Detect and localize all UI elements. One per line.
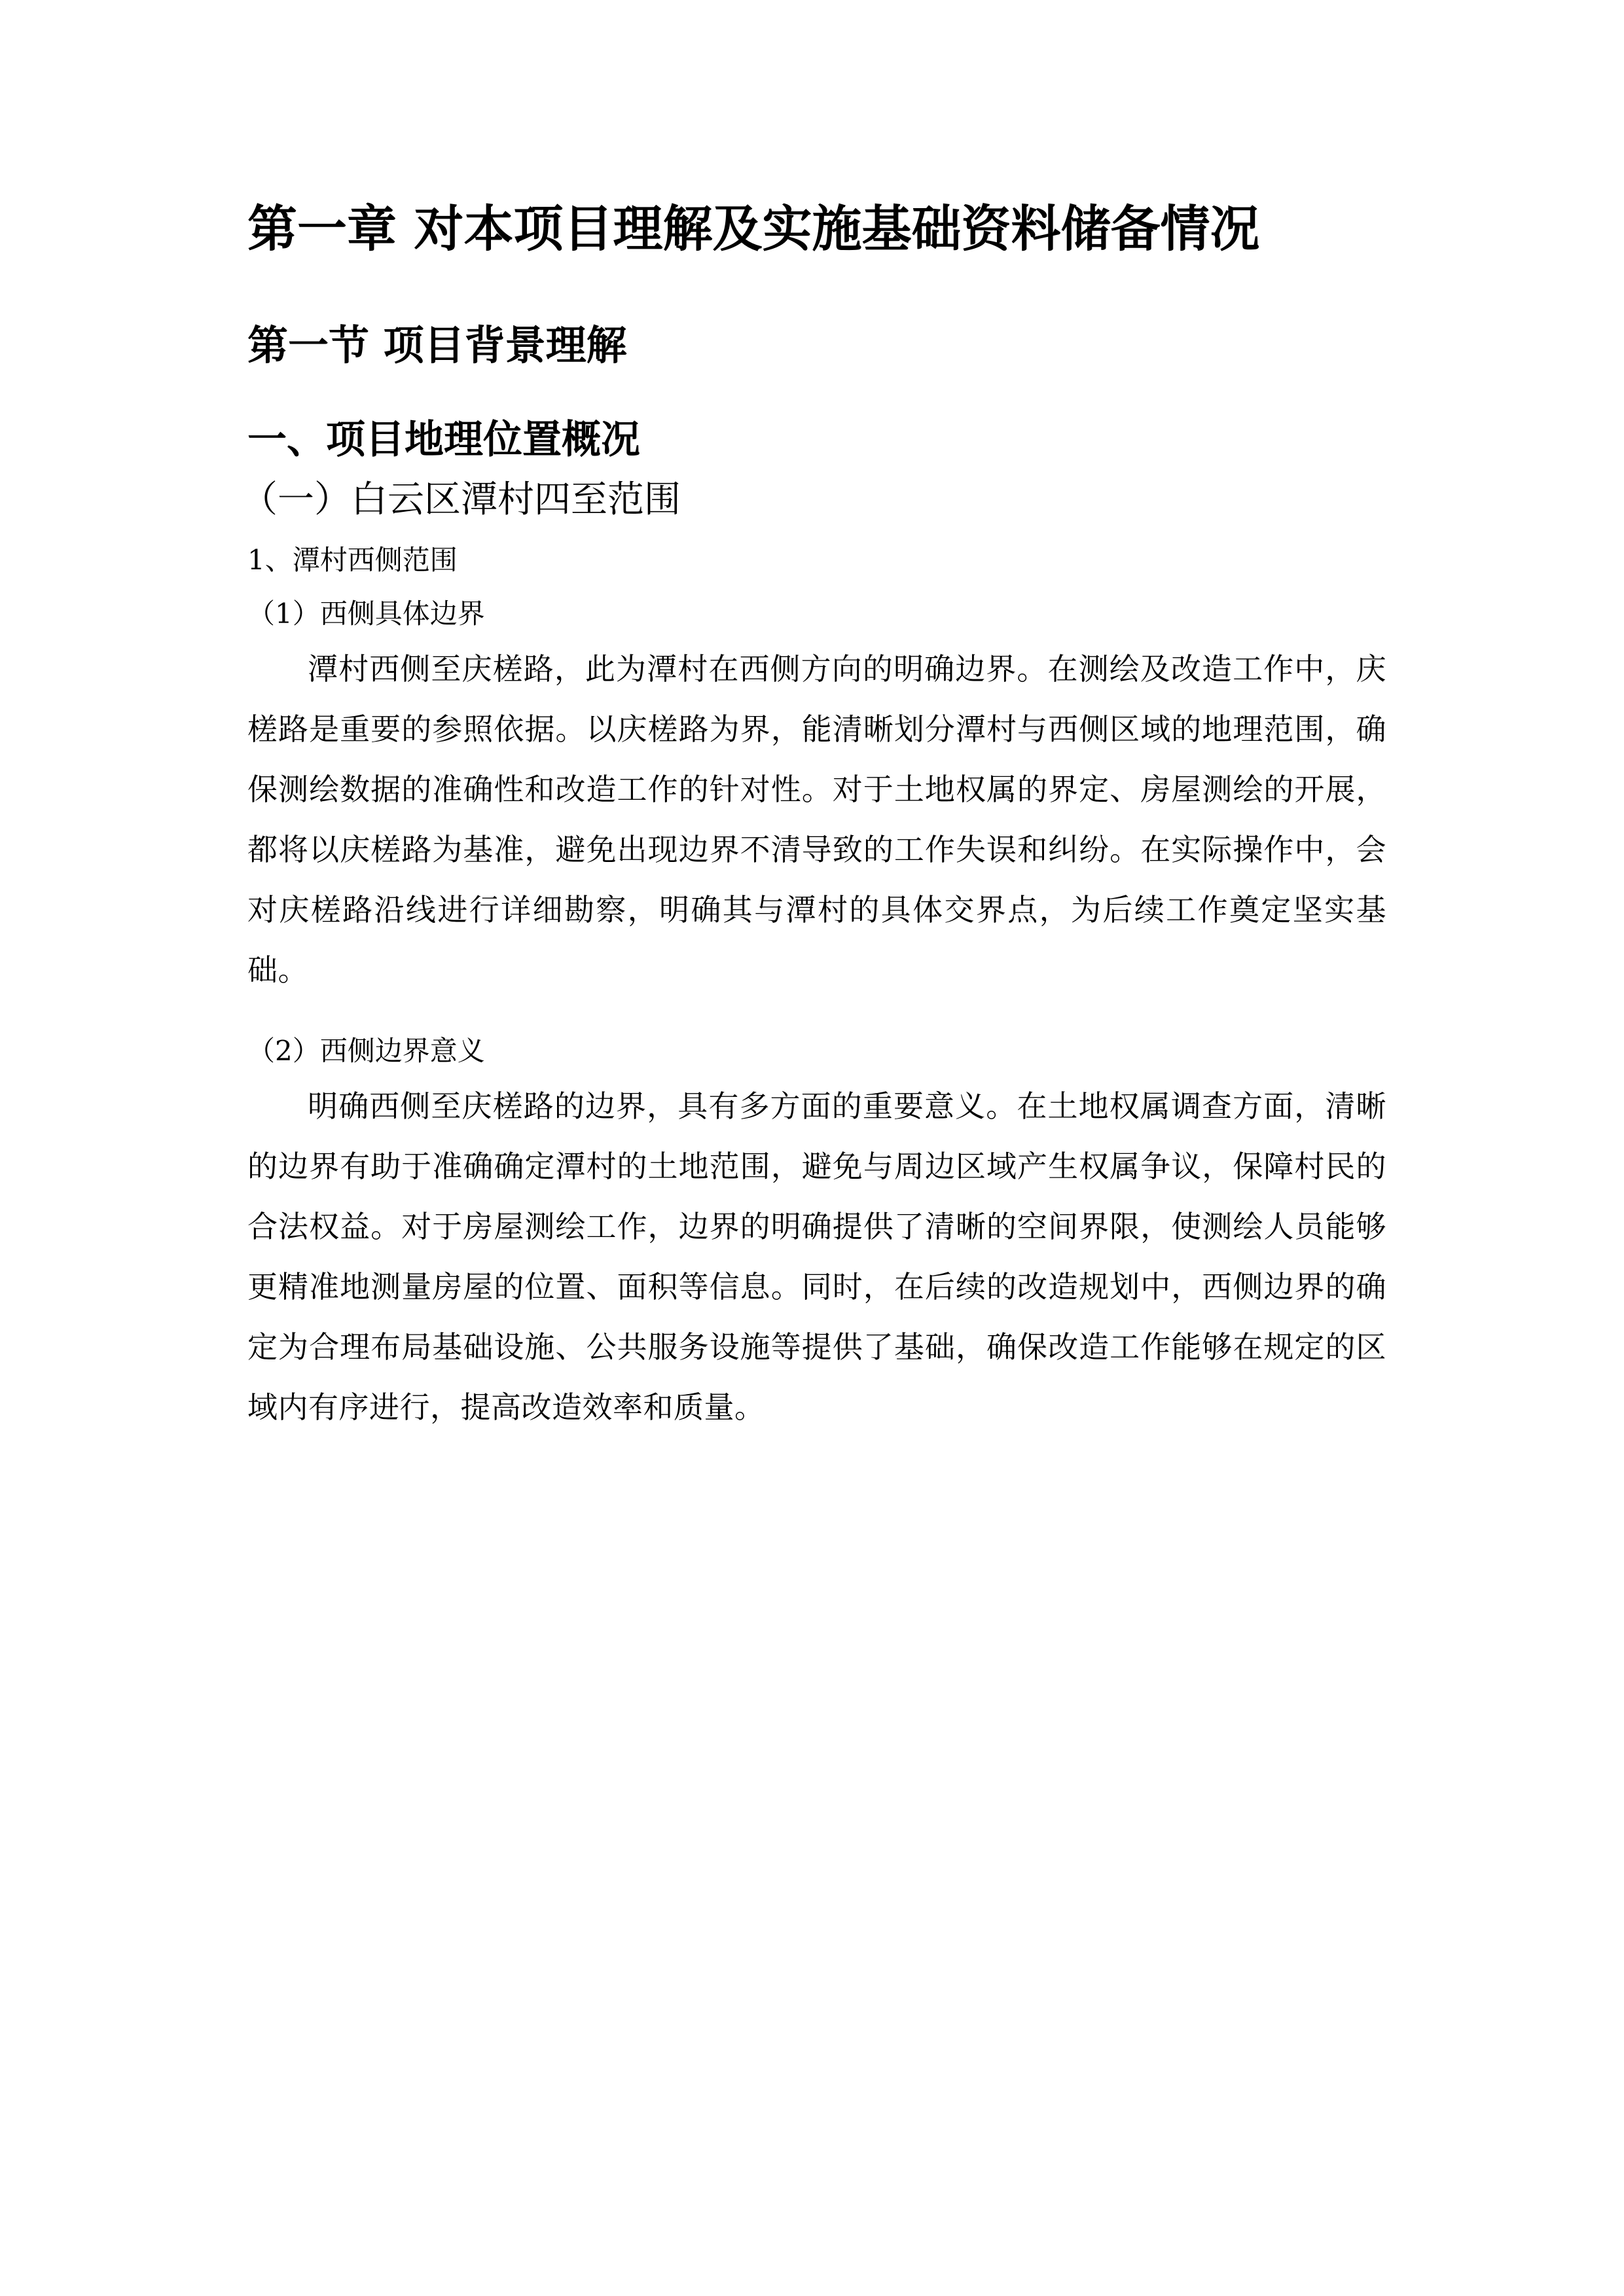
subsection-title: 一、项目地理位置概况 — [247, 417, 640, 463]
paragraph-body-2: 明确西侧至庆槎路的边界，具有多方面的重要意义。在土地权属调查方面，清晰的边界有助于准确确定潭村的土地范围，避免与周边区域产生权属争议，保障村民的合法权益。对于房屋测绘工作，边界的明确提供了清晰的空间界限，使测绘人员能够更精准地测量房屋的位置、面积等信息。同时，在后续的改造规划中，西侧边界的确定为合理布局基础设施、公共服务设施等提供了基础，确保改造工作能够在规定的区域内有序进行，提高改造效率和质量。 — [247, 1088, 1386, 1425]
document-page — [241, 196, 1386, 1437]
item-heading: 1、潭村西侧范围 — [247, 544, 458, 576]
paragraph-heading-2: （2）西侧边界意义 — [247, 1035, 485, 1067]
section-title: 第一节 项目背景理解 — [247, 321, 627, 369]
paragraph-heading-1: （1）西侧具体边界 — [247, 598, 485, 630]
sub-heading: （一）白云区潭村四至范围 — [241, 478, 681, 521]
paragraph-body-1: 潭村西侧至庆槎路，此为潭村在西侧方向的明确边界。在测绘及改造工作中，庆槎路是重要的参照依据。以庆槎路为界，能清晰划分潭村与西侧区域的地理范围，确保测绘数据的准确性和改造工作的针对性。对于土地权属的界定、房屋测绘的开展，都将以庆槎路为基准，避免出现边界不清导致的工作失误和纠纷。在实际操作中，会对庆槎路沿线进行详细勘察，明确其与潭村的具体交界点，为后续工作奠定坚实基础。 — [247, 651, 1386, 988]
chapter-title: 第一章 对本项目理解及实施基础资料储备情况 — [247, 200, 1260, 258]
